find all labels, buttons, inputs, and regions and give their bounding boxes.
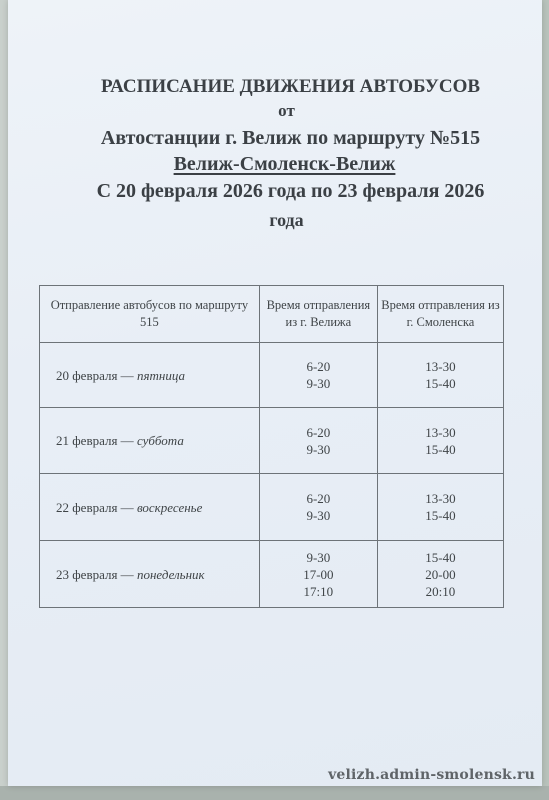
velizh-times-cell — [259, 541, 377, 608]
smolensk-times-cell — [377, 343, 503, 408]
time-value: 6-20 — [306, 359, 331, 374]
weekday-label: воскресенье — [136, 499, 203, 515]
smolensk-times-cell — [377, 408, 503, 474]
date-label: 22 февраля — — [56, 499, 134, 515]
weekday-label: пятница — [136, 367, 185, 383]
table-row — [40, 408, 504, 474]
route-name: Велиж-Смоленск-Велиж — [173, 153, 396, 175]
date-label: 21 февраля — — [56, 433, 134, 448]
day-cell — [40, 474, 260, 541]
time-value: 15-40 — [425, 549, 456, 565]
time-value: 13-30 — [425, 424, 456, 440]
time-value: 20:10 — [425, 583, 456, 599]
velizh-times-cell — [259, 408, 377, 474]
time-value: 9-30 — [306, 376, 331, 391]
schedule-title: РАСПИСАНИЕ ДВИЖЕНИЯ АВТОБУСОВ — [100, 76, 481, 97]
time-value: 9-30 — [306, 508, 331, 523]
table-header-row — [40, 286, 504, 343]
time-value: 13-30 — [425, 491, 456, 506]
title-from-word: от — [278, 101, 295, 120]
day-cell — [40, 343, 260, 408]
date-range-line: С 20 февраля 2026 года по 23 февраля 2026 — [96, 180, 485, 202]
time-value: 17:10 — [303, 583, 334, 599]
smolensk-times-cell — [377, 541, 503, 608]
station-route-line: Автостанции г. Велиж по маршруту №515 — [100, 127, 481, 149]
date-label: 20 февраля — — [56, 367, 134, 383]
table-row — [40, 343, 504, 408]
time-value: 6-20 — [306, 424, 331, 440]
schedule-table — [39, 285, 504, 608]
header-from-smolensk: Время отправления из г. Смоленска — [377, 286, 503, 343]
time-value: 15-40 — [425, 508, 456, 523]
time-value: 15-40 — [425, 376, 456, 391]
source-watermark: velizh.admin-smolensk.ru — [328, 767, 535, 783]
background-table-surface — [0, 786, 549, 800]
velizh-times-cell — [259, 474, 377, 541]
date-range-year-word: года — [269, 210, 304, 230]
weekday-label: суббота — [136, 433, 184, 448]
weekday-label: понедельник — [136, 566, 205, 582]
table-row — [40, 474, 504, 541]
velizh-times-cell — [259, 343, 377, 408]
date-label: 23 февраля — — [56, 566, 134, 582]
time-value: 13-30 — [425, 359, 456, 374]
header-from-velizh: Время отправления из г. Велижа — [259, 286, 377, 343]
time-value: 9-30 — [306, 441, 331, 457]
time-value: 9-30 — [306, 549, 331, 565]
time-value: 15-40 — [425, 441, 456, 457]
header-departure-route: Отправление автобусов по маршруту 515 — [40, 286, 260, 343]
smolensk-times-cell — [377, 474, 503, 541]
day-cell — [40, 408, 260, 474]
time-value: 20-00 — [425, 566, 456, 582]
table-row — [40, 541, 504, 608]
time-value: 6-20 — [306, 491, 331, 506]
day-cell — [40, 541, 260, 608]
time-value: 17-00 — [303, 566, 334, 582]
